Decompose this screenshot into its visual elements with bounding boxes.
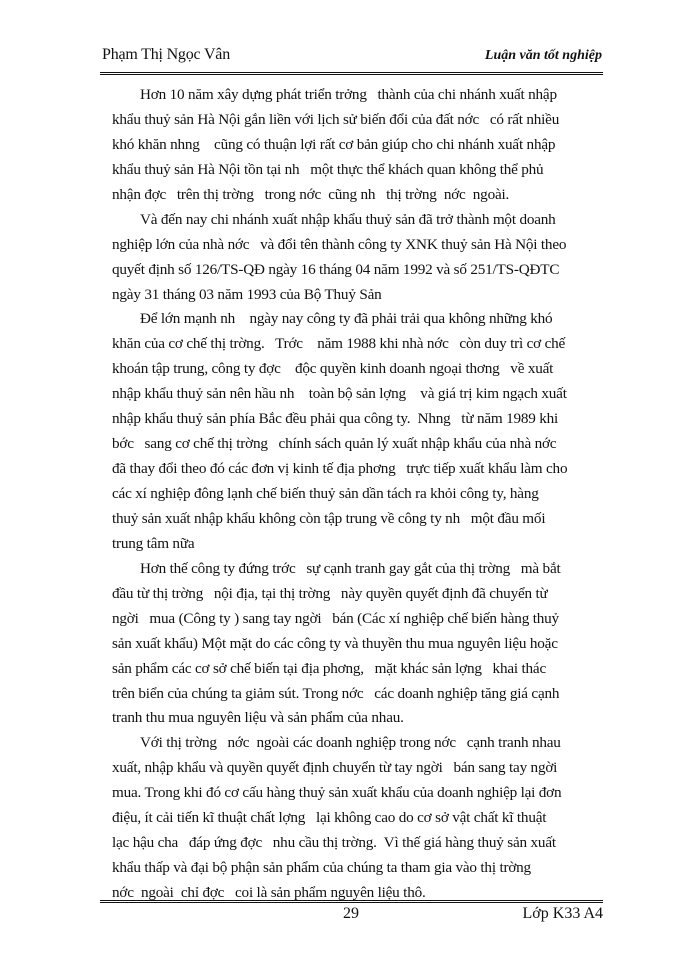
text-line: sản xuất khẩu) Một mặt do các công ty và thuyền thu mua nguyên liệu hoặc bbox=[112, 634, 558, 652]
text-line: các xí nghiệp đông lạnh chế biến thuỷ sản dần tách ra khỏi công ty, hàng bbox=[112, 485, 539, 502]
text-line: ngời mua (Công ty ) sang tay ngời bán (Các xí nghiệp chế biến hàng thuỷ bbox=[112, 609, 559, 627]
text-line: điệu, ít cải tiến kĩ thuật chất lợng lại không cao do cơ sở vật chất kĩ thuật bbox=[112, 809, 547, 827]
paragraph bbox=[112, 731, 607, 906]
header-author: Phạm Thị Ngọc Vân bbox=[102, 46, 230, 63]
text-line: xuất, nhập khẩu và quyền quyết định chuyển từ tay ngời bán sang tay ngời bbox=[112, 759, 558, 777]
text-line: khẩu thấp và đại bộ phận sản phẩm của chúng ta tham gia vào thị trờng bbox=[112, 859, 531, 877]
text-line: sản phẩm các cơ sở chế biến tại địa phơng, mặt khác sản lợng khai thác bbox=[112, 659, 546, 677]
text-line: trung tâm nữa bbox=[112, 534, 195, 552]
text-line: thuỷ sản xuất nhập khẩu không còn tập trung về công ty nh một đầu mối bbox=[112, 509, 546, 527]
page-number: 29 bbox=[343, 905, 359, 922]
footer-class-label: Lớp K33 A4 bbox=[522, 905, 603, 922]
text-line: mua. Trong khi đó cơ cấu hàng thuỷ sản xuất khẩu của doanh nghiệp lại đơn bbox=[112, 784, 562, 802]
text-line: Với thị trờng nớc ngoài các doanh nghiệp trong nớc cạnh tranh nhau bbox=[140, 734, 561, 752]
text-line: nghiệp lớn của nhà nớc và đổi tên thành công ty XNK thuỷ sản Hà Nội theo bbox=[112, 235, 567, 253]
header-thesis-title: Luận văn tốt nghiệp bbox=[484, 48, 602, 63]
paragraph bbox=[112, 307, 607, 556]
paragraph bbox=[112, 557, 607, 732]
text-line: nhập khẩu thuỷ sản nên hầu nh toàn bộ sản lợng và giá trị kim ngạch xuất bbox=[112, 385, 567, 403]
text-line: khăn của cơ chế thị trờng. Trớc năm 1988 khi nhà nớc còn duy trì cơ chế bbox=[112, 335, 566, 353]
page-header bbox=[100, 44, 602, 68]
paragraph bbox=[112, 208, 607, 308]
footer-rule bbox=[100, 900, 603, 903]
text-line: nhập khẩu thuỷ sản phía Bắc đều phải qua công ty. Nhng từ năm 1989 khi bbox=[112, 410, 559, 428]
text-line: tranh thu mua nguyên liệu và sản phẩm của nhau. bbox=[112, 709, 404, 727]
text-line: đã thay đổi theo đó các đơn vị kinh tế địa phơng trực tiếp xuất khẩu làm cho bbox=[112, 460, 568, 478]
text-line: Để lớn mạnh nh ngày nay công ty đã phải trải qua không những khó bbox=[140, 310, 553, 328]
text-line: trên biển của chúng ta giảm sút. Trong nớc các doanh nghiệp tăng giá cạnh bbox=[112, 684, 560, 702]
text-line: quyết định số 126/TS-QĐ ngày 16 tháng 04 năm 1992 và số 251/TS-QĐTC bbox=[112, 260, 560, 278]
text-line: khoán tập trung, công ty đợc độc quyền kinh doanh ngoại thơng về xuất bbox=[112, 360, 554, 378]
paragraph bbox=[112, 83, 607, 208]
text-line: nhận đợc trên thị trờng trong nớc cũng nh thị trờng nớc ngoài. bbox=[112, 185, 510, 203]
text-line: Hơn thế công ty đứng trớc sự cạnh tranh gay gắt của thị trờng mà bắt bbox=[140, 559, 561, 577]
text-line: ngày 31 tháng 03 năm 1993 của Bộ Thuỷ Sản bbox=[112, 285, 382, 303]
text-line: bớc sang cơ chế thị trờng chính sách quản lý xuất nhập khẩu của nhà nớc bbox=[112, 435, 557, 453]
text-line: Và đến nay chi nhánh xuất nhập khẩu thuỷ sản đã trở thành một doanh bbox=[140, 210, 556, 228]
text-line: đầu từ thị trờng nội địa, tại thị trờng này quyền quyết định đã chuyển từ bbox=[112, 584, 548, 602]
text-line: Hơn 10 năm xây dựng phát triển trởng thành của chi nhánh xuất nhập bbox=[140, 86, 557, 103]
document-body bbox=[112, 83, 607, 906]
text-line: nớc ngoài chỉ đợc coi là sản phẩm nguyên liệu thô. bbox=[112, 884, 426, 901]
text-line: lạc hậu cha đáp ứng đợc nhu cầu thị trờng. Vì thế giá hàng thuỷ sản xuất bbox=[112, 834, 556, 852]
page-footer bbox=[100, 905, 603, 929]
text-line: khẩu thuỷ sản Hà Nội tồn tại nh một thực thể khách quan không thể phủ bbox=[112, 160, 544, 178]
header-rule bbox=[100, 72, 603, 75]
text-line: khó khăn nhng cũng có thuận lợi rất cơ bản giúp cho chi nhánh xuất nhập bbox=[112, 135, 556, 153]
text-line: khẩu thuỷ sản Hà Nội gắn liền với lịch sử biến đổi của đất nớc có rất nhiều bbox=[112, 110, 560, 128]
